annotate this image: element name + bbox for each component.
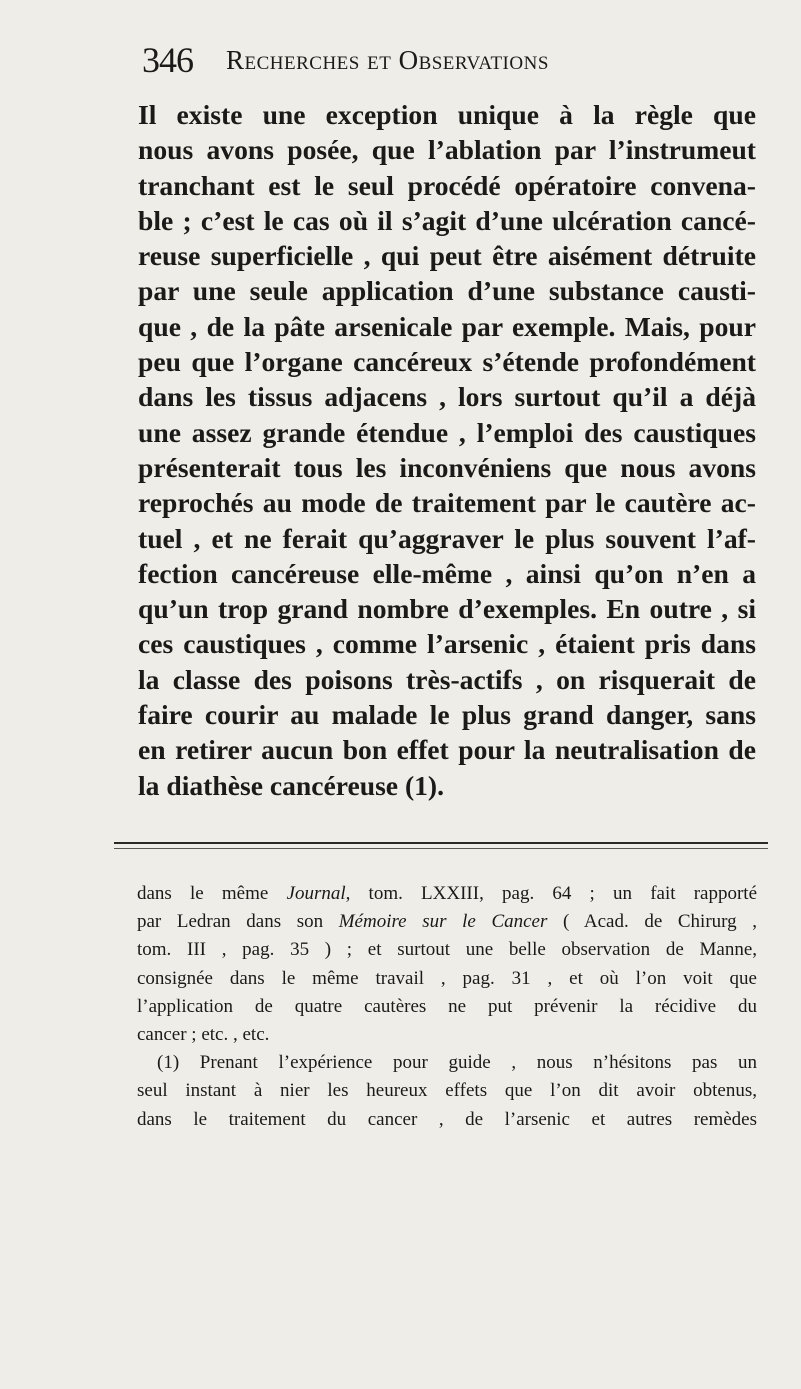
footnote-line: cancer ; etc. , etc. [137,1023,270,1045]
footnote-text: par Ledran dans son [137,911,339,933]
main-paragraph [138,97,756,803]
text-line: faire courir au malade le plus grand danger, sans [138,699,756,731]
text-line: dans les tissus adjacens , lors surtout qu’il a déjà [138,381,756,413]
footnote-line: dans le traitement du cancer , de l’arsenic et autres remèdes [137,1108,757,1130]
footnote-line: seul instant à nier les heureux effets que l’on dit avoir obtenus, [137,1080,757,1102]
page-header [142,38,662,82]
text-line: par une seule application d’une substance causti- [138,275,756,307]
text-line: qu’un trop grand nombre d’exemples. En outre , si [138,593,756,625]
text-line: la diathèse cancéreuse (1). [138,769,445,801]
text-line: nous avons posée, que l’ablation par l’instrumeut [138,134,756,166]
footnote-separator-rule [114,842,768,849]
text-line: ble ; c’est le cas où il s’agit d’une ulcération cancé- [138,204,756,236]
text-line: la classe des poisons très-actifs , on risquerait de [138,663,756,695]
footnote-line: (1) Prenant l’expérience pour guide , nous n’hésitons pas un [157,1052,757,1074]
footnote-line: consignée dans le même travail , pag. 31 , et où l’on voit que [137,967,757,989]
footnote-line [137,880,757,908]
footnote-line: tom. III , pag. 35 ) ; et surtout une belle observation de Manne, [137,939,757,961]
footnote-text: ( Acad. de Chirurg , [547,911,758,933]
text-line: tranchant est le seul procédé opératoire convena- [138,169,756,201]
text-line: présenterait tous les inconvéniens que nous avons [138,451,756,483]
footnote-italic: Mémoire sur le Cancer [338,911,548,933]
text-line: fection cancéreuse elle-même , ainsi qu’on n’en a [138,557,756,589]
footnote-line [137,908,757,936]
text-line: reprochés au mode de traitement par le cautère ac- [138,487,756,519]
footnote-text: dans le même [137,883,287,904]
footnote-italic: Journal [286,883,346,904]
footnotes [137,880,757,1134]
text-line: Il existe une exception unique à la règle que [138,99,756,130]
running-head: Recherches et Observations [226,45,549,75]
page-number: 346 [142,40,193,80]
text-line: une assez grande étendue , l’emploi des caustiques [138,416,756,448]
text-line: tuel , et ne ferait qu’aggraver le plus souvent l’af- [138,522,756,554]
text-line: que , de la pâte arsenicale par exemple. Mais, pour [138,310,756,342]
footnote-text: , tom. LXXIII, pag. 64 ; un fait rapporté [345,883,757,904]
text-line: peu que l’organe cancéreux s’étende profondément [138,346,756,378]
text-line: en retirer aucun bon effet pour la neutralisation de [138,734,756,766]
text-line: ces caustiques , comme l’arsenic , étaient pris dans [138,628,756,660]
footnote-line: l’application de quatre cautères ne put prévenir la récidive du [137,995,757,1017]
text-line: reuse superficielle , qui peut être aisément détruite [138,240,756,272]
